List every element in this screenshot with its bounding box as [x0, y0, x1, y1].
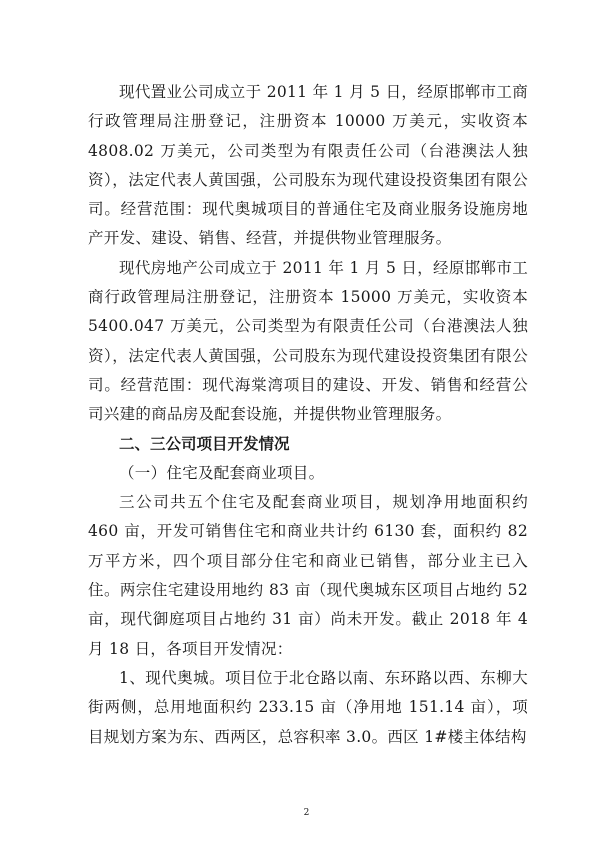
document-body: [88, 78, 528, 752]
section-heading: 二、三公司项目开发情况: [119, 434, 290, 453]
paragraph-1: 现代置业公司成立于 2011 年 1 月 5 日，经原邯郸市工商行政管理局注册登记，注册资本 10000 万美元，实收资本 4808.02 万美元，公司类型为有限责任公司（台港澳法人独资），法定代表人黄国强，公司股东为现代建设投资集团有限公司。经营范围：现代奥城项目的普通住宅及商业服务设施房地产开发、建设、销售、经营，并提供物业管理服务。: [88, 83, 528, 248]
paragraph-4: 三公司共五个住宅及配套商业项目，规划净用地面积约 460 亩，开发可销售住宅和商业共计约 6130 套，面积约 82 万平方米，四个项目部分住宅和商业已销售，部分业主已入住。两宗住宅建设用地约 83 亩（现代奥城东区项目占地约 52 亩，现代御庭项目占地约 31 亩）尚未开发。截止 2018 年 4 月 18 日，各项目开发情况：: [88, 493, 528, 658]
paragraph-5: 1、现代奥城。项目位于北仓路以南、东环路以西、东柳大街两侧，总用地面积约 233.15 亩（净用地 151.14 亩），项目规划方案为东、西两区，总容积率 3.0。西区 1#楼主体结构: [88, 668, 528, 746]
paragraph-3: （一）住宅及配套商业项目。: [119, 463, 325, 482]
paragraph-2: 现代房地产公司成立于 2011 年 1 月 5 日，经原邯郸市工商行政管理局注册登记，注册资本 15000 万美元，实收资本 5400.047 万美元，公司类型为有限责任公司（台港澳法人独资），法定代表人黄国强，公司股东为现代建设投资集团有限公司。经营范围：现代海棠湾项目的建设、开发、销售和经营公司兴建的商品房及配套设施，并提供物业管理服务。: [88, 258, 528, 424]
page-number: 2: [303, 808, 310, 818]
